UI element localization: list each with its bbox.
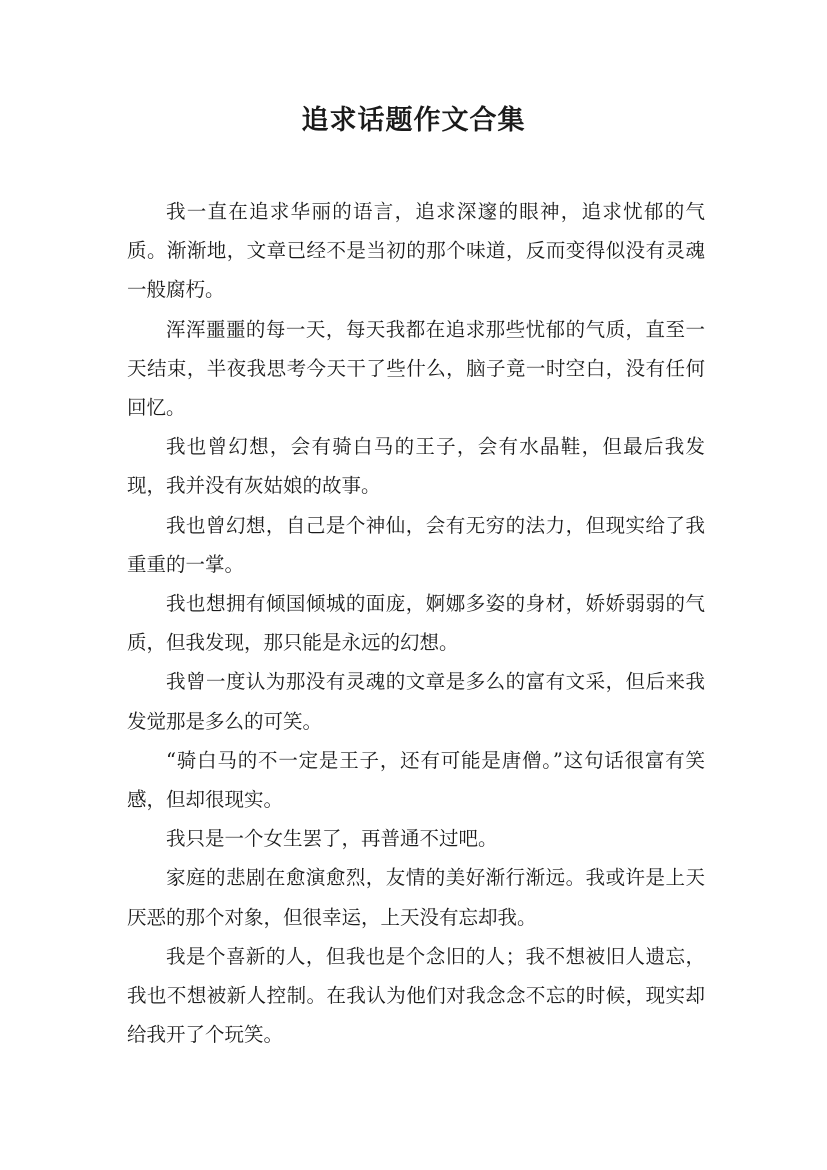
paragraph-1: 我一直在追求华丽的语言，追求深邃的眼神，追求忧郁的气质。渐渐地，文章已经不是当初的那个味道，反而变得似没有灵魂一般腐朽。 (127, 200, 705, 302)
paragraph-9: 家庭的悲剧在愈演愈烈，友情的美好渐行渐远。我或许是上天厌恶的那个对象，但很幸运，上天没有忘却我。 (127, 866, 705, 929)
document-body (127, 192, 705, 1054)
paragraph-5: 我也想拥有倾国倾城的面庞，婀娜多姿的身材，娇娇弱弱的气质，但我发现，那只能是永远的幻想。 (127, 592, 705, 655)
paragraph-3: 我也曾幻想，会有骑白马的王子，会有水晶鞋，但最后我发现，我并没有灰姑娘的故事。 (127, 435, 705, 498)
paragraph-8: 我只是一个女生罢了，再普通不过吧。 (166, 827, 498, 851)
paragraph-4: 我也曾幻想，自己是个神仙，会有无穷的法力，但现实给了我重重的一掌。 (127, 513, 705, 576)
paragraph-2: 浑浑噩噩的每一天，每天我都在追求那些忧郁的气质，直至一天结束，半夜我思考今天干了些什么，脑子竟一时空白，没有任何回忆。 (127, 317, 705, 420)
paragraph-7: “骑白马的不一定是王子，还有可能是唐僧。”这句话很富有笑感，但却很现实。 (127, 748, 705, 812)
paragraph-10: 我是个喜新的人，但我也是个念旧的人；我不想被旧人遗忘，我也不想被新人控制。在我认为他们对我念念不忘的时候，现实却给我开了个玩笑。 (127, 944, 705, 1047)
document-title: 追求话题作文合集 (301, 105, 526, 136)
paragraph-6: 我曾一度认为那没有灵魂的文章是多么的富有文采，但后来我发觉那是多么的可笑。 (127, 670, 705, 733)
